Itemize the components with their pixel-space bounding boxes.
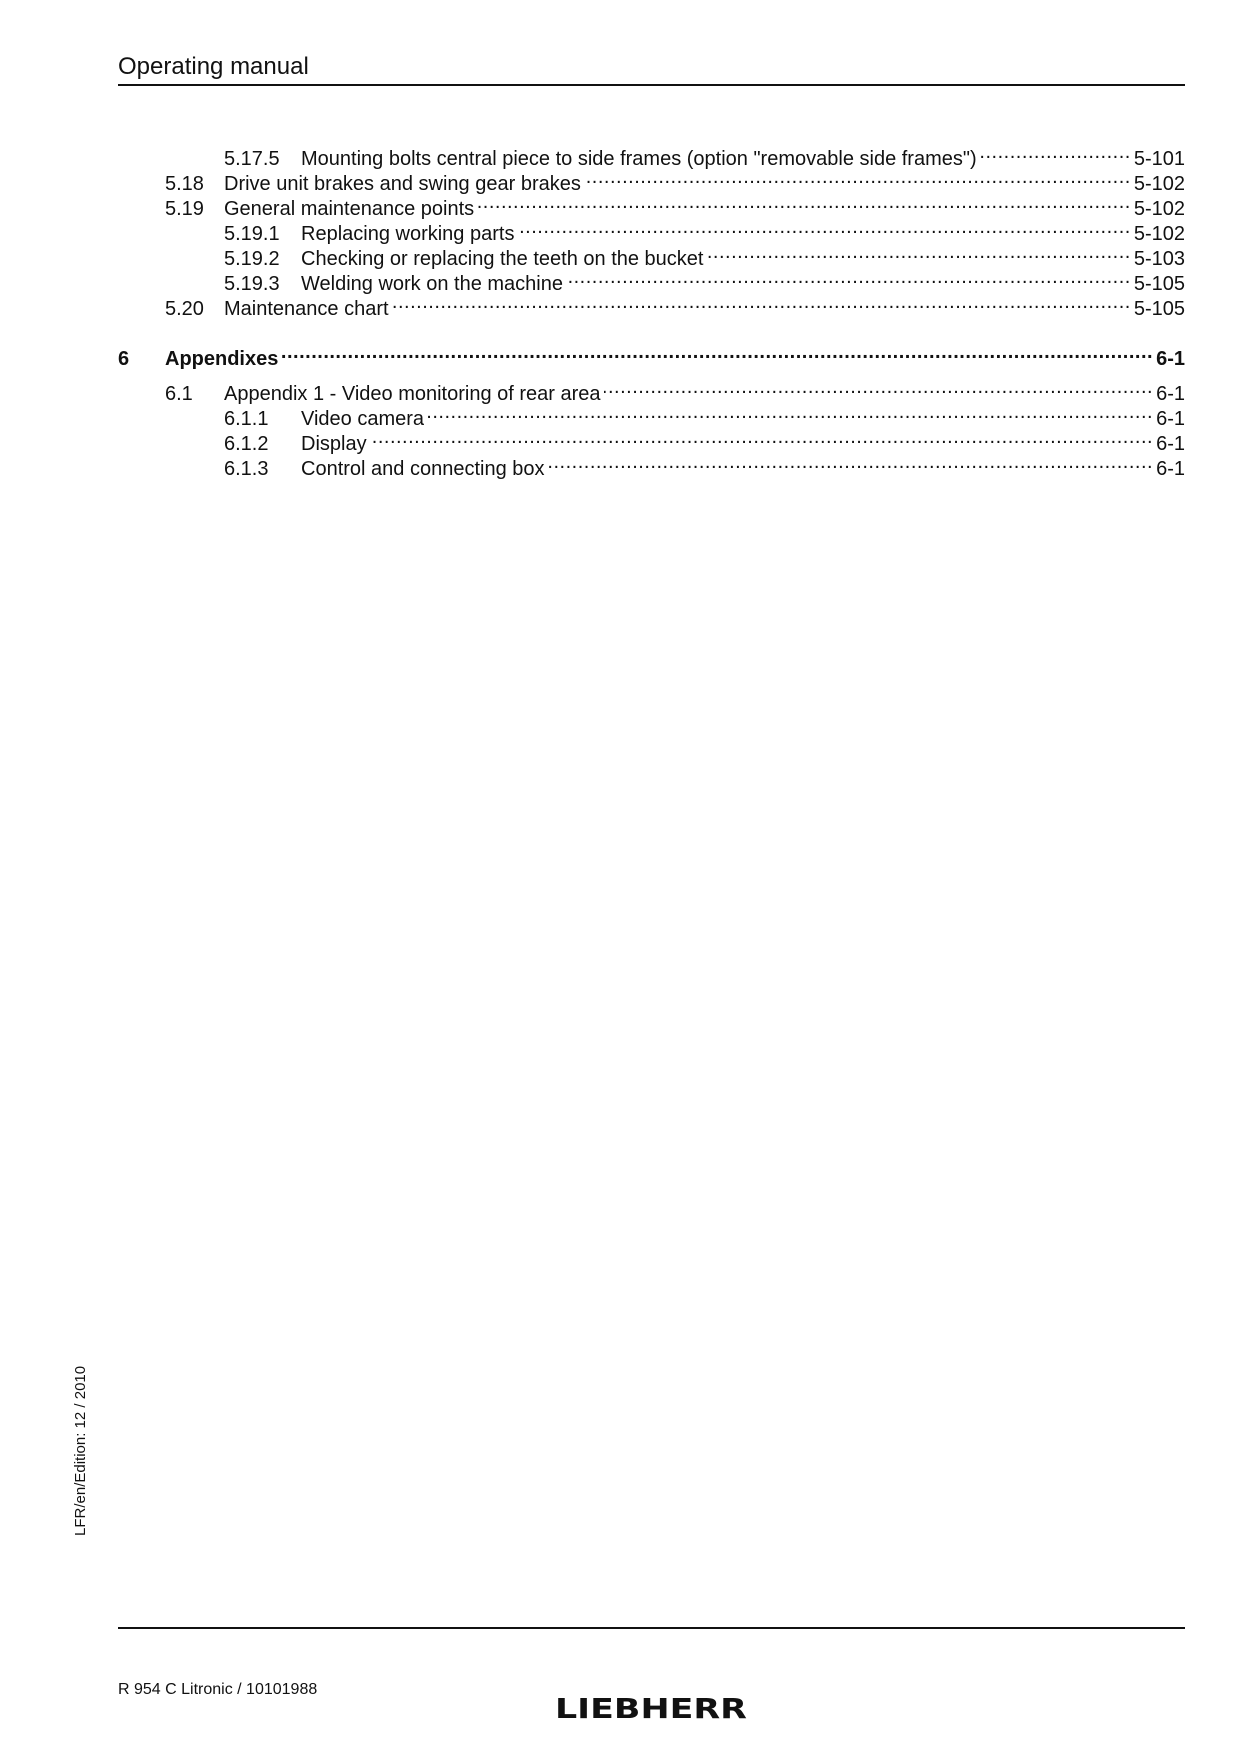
toc-entry-page: 5-105 <box>1133 298 1185 320</box>
toc-entry[interactable] <box>118 265 1185 295</box>
document-title: Operating manual <box>118 53 309 80</box>
toc-entry[interactable] <box>118 240 1185 270</box>
toc-leader-dots <box>477 190 1131 215</box>
toc-entry-number: 5.20 <box>165 298 204 320</box>
toc-entry-number: 5.18 <box>165 173 204 195</box>
toc-entry[interactable] <box>118 165 1185 195</box>
toc-entry-number: 6.1.2 <box>224 433 269 455</box>
toc-entry-number: 5.17.5 <box>224 148 280 170</box>
toc-leader-dots <box>392 290 1131 315</box>
toc-entry[interactable] <box>118 450 1185 480</box>
toc-leader-dots <box>566 265 1131 290</box>
toc-entry-title: Maintenance chart <box>224 298 389 320</box>
toc-entry-title: Checking or replacing the teeth on the bucket <box>301 248 704 270</box>
toc-entry[interactable] <box>118 190 1185 220</box>
toc-entry-page: 5-101 <box>1133 148 1185 170</box>
toc-entry-page: 5-105 <box>1133 273 1185 295</box>
toc-entry-number: 6 <box>118 348 130 370</box>
toc-entry-page: 6-1 <box>1156 433 1185 455</box>
toc-chapter-entry[interactable] <box>118 340 1185 370</box>
toc-entry-page: 6-1 <box>1156 383 1185 405</box>
toc-entry[interactable] <box>118 215 1185 245</box>
liebherr-logo <box>553 1694 749 1722</box>
toc-entry-number: 5.19.1 <box>224 223 280 245</box>
toc-entry-title: Appendixes <box>165 348 279 370</box>
toc-entry-number: 6.1.1 <box>224 408 269 430</box>
toc-entry-number: 5.19.3 <box>224 273 280 295</box>
edition-label: LFR/en/Edition: 12 / 2010 <box>72 1365 89 1536</box>
toc-leader-dots <box>980 140 1131 165</box>
toc-entry-page: 5-103 <box>1133 248 1185 270</box>
footer-rule <box>118 1627 1185 1629</box>
toc-entry[interactable] <box>118 400 1185 430</box>
toc-entry-number: 5.19.2 <box>224 248 280 270</box>
toc-leader-dots <box>427 400 1153 425</box>
toc-entry-title: Appendix 1 - Video monitoring of rear area <box>224 383 601 405</box>
toc-entry-number: 6.1.3 <box>224 458 269 480</box>
toc-entry-page: 6-1 <box>1156 458 1185 480</box>
toc-entry-title: General maintenance points <box>224 198 475 220</box>
toc-entry[interactable] <box>118 140 1185 170</box>
toc-leader-dots <box>604 375 1154 400</box>
toc-entry-title: Replacing working parts <box>301 223 515 245</box>
toc-entry-page: 5-102 <box>1133 173 1185 195</box>
toc-entry-number: 6.1 <box>165 383 193 405</box>
toc-entry-page: 5-102 <box>1133 223 1185 245</box>
toc-leader-dots <box>370 425 1154 450</box>
header-rule <box>118 84 1185 86</box>
logo-wordmark: LIEBHERR <box>555 1694 747 1722</box>
toc-entry[interactable] <box>118 375 1185 405</box>
toc-entry-number: 5.19 <box>165 198 204 220</box>
toc-leader-dots <box>517 215 1130 240</box>
toc-entry-page: 6-1 <box>1156 408 1185 430</box>
toc-entry-title: Display <box>301 433 367 455</box>
toc-entry-title: Welding work on the machine <box>301 273 563 295</box>
toc-entry-title: Mounting bolts central piece to side frames (option "removable side frames") <box>301 148 977 170</box>
toc-entry-page: 6-1 <box>1156 348 1185 370</box>
toc-entry[interactable] <box>118 290 1185 320</box>
model-label: R 954 C Litronic / 10101988 <box>118 1681 318 1698</box>
toc-leader-dots <box>706 240 1130 265</box>
toc-leader-dots <box>548 450 1154 475</box>
toc-entry-page: 5-102 <box>1133 198 1185 220</box>
toc-leader-dots <box>584 165 1131 190</box>
toc-entry[interactable] <box>118 425 1185 455</box>
toc-entry-title: Video camera <box>301 408 425 430</box>
toc-entry-title: Control and connecting box <box>301 458 545 480</box>
toc-entry-title: Drive unit brakes and swing gear brakes <box>224 173 581 195</box>
toc-leader-dots <box>281 340 1153 365</box>
